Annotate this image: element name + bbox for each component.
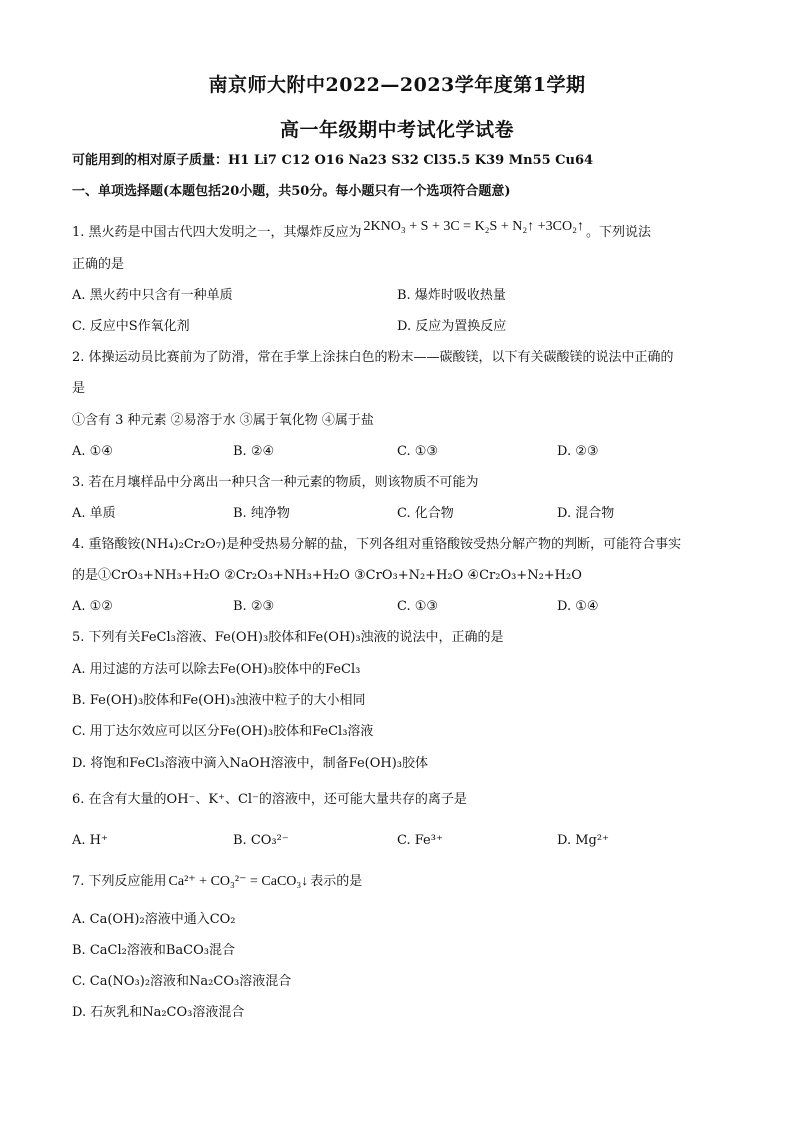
q5-option-b[interactable]: B. Fe(OH)₃胶体和Fe(OH)₃浊液中粒子的大小相同	[72, 693, 366, 708]
q1-option-c[interactable]: C. 反应中S作氧化剂	[72, 319, 190, 334]
q3-option-c[interactable]: C. 化合物	[397, 506, 454, 521]
question-1-stem-cont: 正确的是	[72, 257, 125, 272]
q3-option-d[interactable]: D. 混合物	[557, 506, 615, 521]
q4-option-b[interactable]: B. ②③	[233, 599, 275, 614]
q7-option-c[interactable]: C. Ca(NO₃)₂溶液和Na₂CO₃溶液混合	[72, 974, 292, 989]
q5-option-d[interactable]: D. 将饱和FeCl₃溶液中滴入NaOH溶液中，制备Fe(OH)₃胶体	[72, 756, 429, 771]
atomic-mass-line: 可能用到的相对原子质量：H1 Li7 C12 O16 Na23 S32 Cl35.5 K39 Mn55 Cu64	[72, 153, 594, 168]
school-title: 南京师大附中2022—2023学年度第1学期	[208, 74, 586, 96]
q6-option-d[interactable]: D. Mg²⁺	[557, 833, 609, 848]
q4-option-d[interactable]: D. ①④	[557, 599, 599, 614]
question-4-stem-cont: 的是①CrO₃+NH₃+H₂O ②Cr₂O₃+NH₃+H₂O ③CrO₃+N₂+H₂O ④Cr₂O₃+N₂+H₂O	[72, 568, 582, 583]
q6-option-c[interactable]: C. Fe³⁺	[397, 833, 443, 848]
q3-option-a[interactable]: A. 单质	[72, 506, 116, 521]
section-heading: 一、单项选择题(本题包括20小题，共50分。每小题只有一个选项符合题意)	[72, 184, 511, 199]
q2-option-c[interactable]: C. ①③	[397, 444, 439, 459]
q2-option-a[interactable]: A. ①④	[72, 444, 113, 459]
exam-title: 高一年级期中考试化学试卷	[279, 119, 514, 141]
q6-option-a[interactable]: A. H⁺	[72, 833, 108, 848]
question-2-stem: 2. 体操运动员比赛前为了防滑，常在手掌上涂抹白色的粉末——碳酸镁，以下有关碳酸镁的说法中正确的	[72, 350, 674, 365]
question-1-stem: 1. 黑火药是中国古代四大发明之一，其爆炸反应为 2KNO₃ + S + 3C = K₂S + N₂↑ +3CO₂↑ 。下列说法	[72, 219, 651, 240]
question-6-stem: 6. 在含有大量的OH⁻、K⁺、Cl⁻的溶液中，还可能大量共存的离子是	[72, 792, 467, 807]
question-5-stem: 5. 下列有关FeCl₃溶液、Fe(OH)₃胶体和Fe(OH)₃浊液的说法中，正确的是	[72, 630, 504, 645]
q1-option-b[interactable]: B. 爆炸时吸收热量	[397, 288, 506, 303]
q1-option-d[interactable]: D. 反应为置换反应	[397, 319, 507, 334]
question-2-items: ①含有 3 种元素 ②易溶于水 ③属于氧化物 ④属于盐	[72, 413, 374, 428]
question-4-stem: 4. 重铬酸铵(NH₄)₂Cr₂O₇)是种受热易分解的盐，下列各组对重铬酸铵受热分解产物的判断，可能符合事实	[72, 537, 682, 552]
q6-option-b[interactable]: B. CO₃²⁻	[233, 833, 289, 848]
q7-option-a[interactable]: A. Ca(OH)₂溶液中通入CO₂	[72, 912, 236, 927]
question-3-stem: 3. 若在月壤样品中分离出一种只含一种元素的物质，则该物质不可能为	[72, 475, 479, 490]
q4-option-a[interactable]: A. ①②	[72, 599, 113, 614]
question-2-stem-cont: 是	[72, 381, 86, 396]
q1-equation: 2KNO₃ + S + 3C = K₂S + N₂↑ +3CO₂↑	[363, 219, 584, 234]
q2-option-d[interactable]: D. ②③	[557, 444, 599, 459]
q7-option-b[interactable]: B. CaCl₂溶液和BaCO₃混合	[72, 943, 235, 958]
q3-option-b[interactable]: B. 纯净物	[233, 506, 290, 521]
q7-equation: Ca²⁺ + CO₃²⁻ = CaCO₃↓	[168, 874, 309, 889]
q2-option-b[interactable]: B. ②④	[233, 444, 275, 459]
q5-option-a[interactable]: A. 用过滤的方法可以除去Fe(OH)₃胶体中的FeCl₃	[72, 662, 361, 677]
question-7-stem: 7. 下列反应能用 Ca²⁺ + CO₃²⁻ = CaCO₃↓ 表示的是	[72, 874, 363, 889]
q4-option-c[interactable]: C. ①③	[397, 599, 439, 614]
q1-option-a[interactable]: A. 黑火药中只含有一种单质	[72, 288, 233, 303]
q7-option-d[interactable]: D. 石灰乳和Na₂CO₃溶液混合	[72, 1005, 245, 1020]
q5-option-c[interactable]: C. 用丁达尔效应可以区分Fe(OH)₃胶体和FeCl₃溶液	[72, 724, 374, 739]
